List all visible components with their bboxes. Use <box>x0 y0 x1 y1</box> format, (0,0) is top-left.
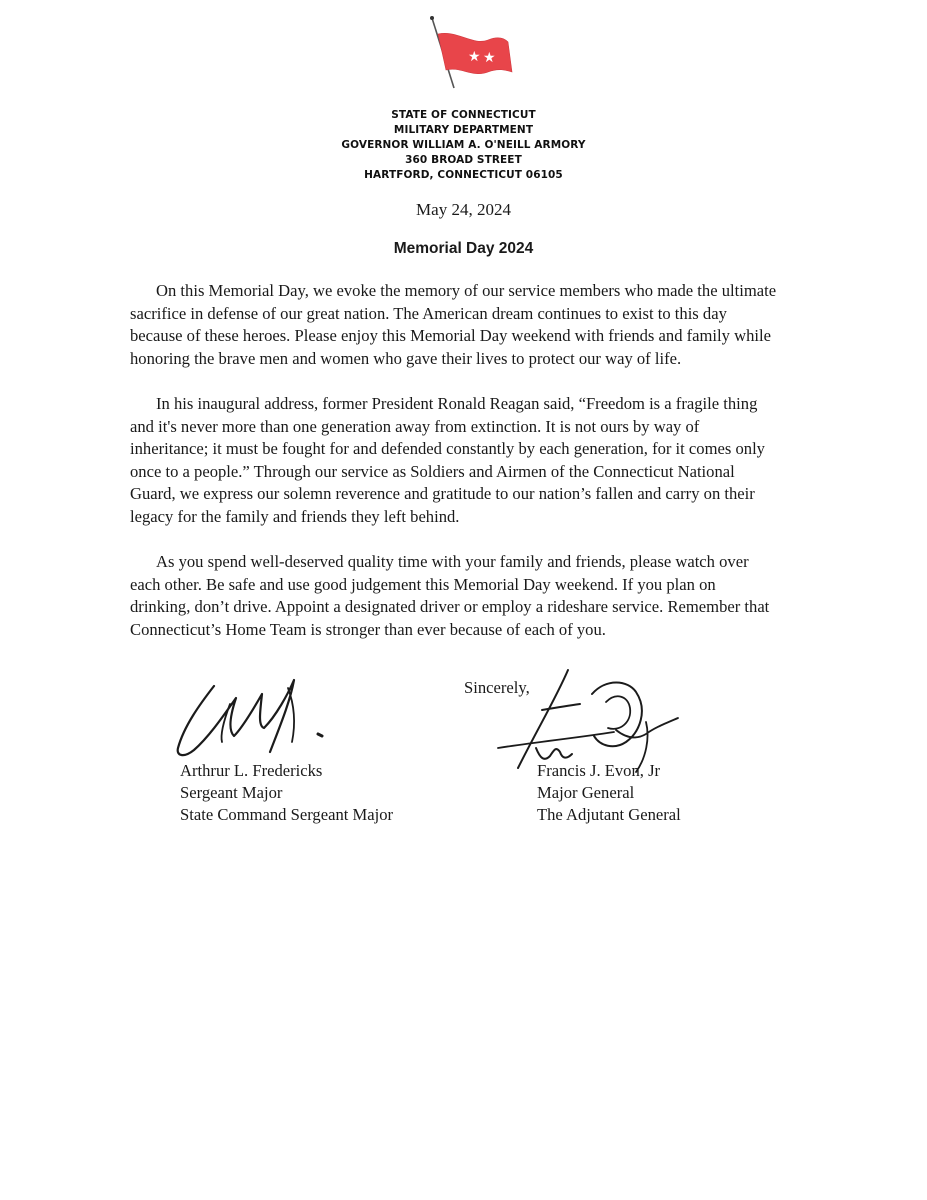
body-paragraph: In his inaugural address, former President Ronald Reagan said, “Freedom is a fragile thing and it's never more than one generation away from extinction. It is not ours by way of inheritance; it must be fought for and defended constantly by each generation, for it comes only once to a people.” Through our service as Soldiers and Airmen of the Connecticut National Guard, we express our solemn reverence and gratitude to our nation’s fallen and carry on their legacy for the family and friends they left behind. <box>130 394 765 526</box>
signer-left <box>180 760 393 826</box>
closing-salutation: Sincerely, <box>464 678 530 697</box>
letterhead <box>0 108 927 183</box>
svg-text:★: ★ <box>468 49 481 65</box>
letter-subject: Memorial Day 2024 <box>393 240 534 257</box>
letterhead-armory: GOVERNOR WILLIAM A. O'NEILL ARMORY <box>341 139 586 151</box>
flag-icon <box>428 16 518 94</box>
body-paragraph: As you spend well-deserved quality time with your family and friends, please watch over each other. Be safe and use good judgement this Memorial Day weekend. If you plan on drinking, don’t drive. Appoint a designated driver or employ a rideshare service. Remember that Connecticut’s Home Team is stronger than ever because of each of you. <box>130 552 770 639</box>
letterhead-department: MILITARY DEPARTMENT <box>393 124 534 136</box>
signer-left-title: State Command Sergeant Major <box>180 805 394 824</box>
signer-left-rank: Sergeant Major <box>180 783 283 802</box>
letterhead-city: HARTFORD, CONNECTICUT 06105 <box>364 169 563 181</box>
signer-right-title: The Adjutant General <box>537 805 681 824</box>
letter-date: May 24, 2024 <box>416 200 511 219</box>
signer-right-rank: Major General <box>537 783 635 802</box>
signer-left-name: Arthrur L. Fredericks <box>180 761 323 780</box>
signer-right-name: Francis J. Evon, Jr <box>537 761 661 780</box>
letterhead-street: 360 BROAD STREET <box>405 154 522 166</box>
letterhead-state: STATE OF CONNECTICUT <box>391 109 536 121</box>
signer-right <box>537 760 681 826</box>
svg-text:★: ★ <box>483 50 496 66</box>
letter-body <box>130 280 780 664</box>
signature-left-image <box>170 664 340 770</box>
body-paragraph: On this Memorial Day, we evoke the memory of our service members who made the ultimate sacrifice in defense of our great nation. The American dream continues to exist to this day because of these heroes. Please enjoy this Memorial Day weekend with friends and family while honoring the brave men and women who gave their lives to protect our way of life. <box>130 281 777 368</box>
